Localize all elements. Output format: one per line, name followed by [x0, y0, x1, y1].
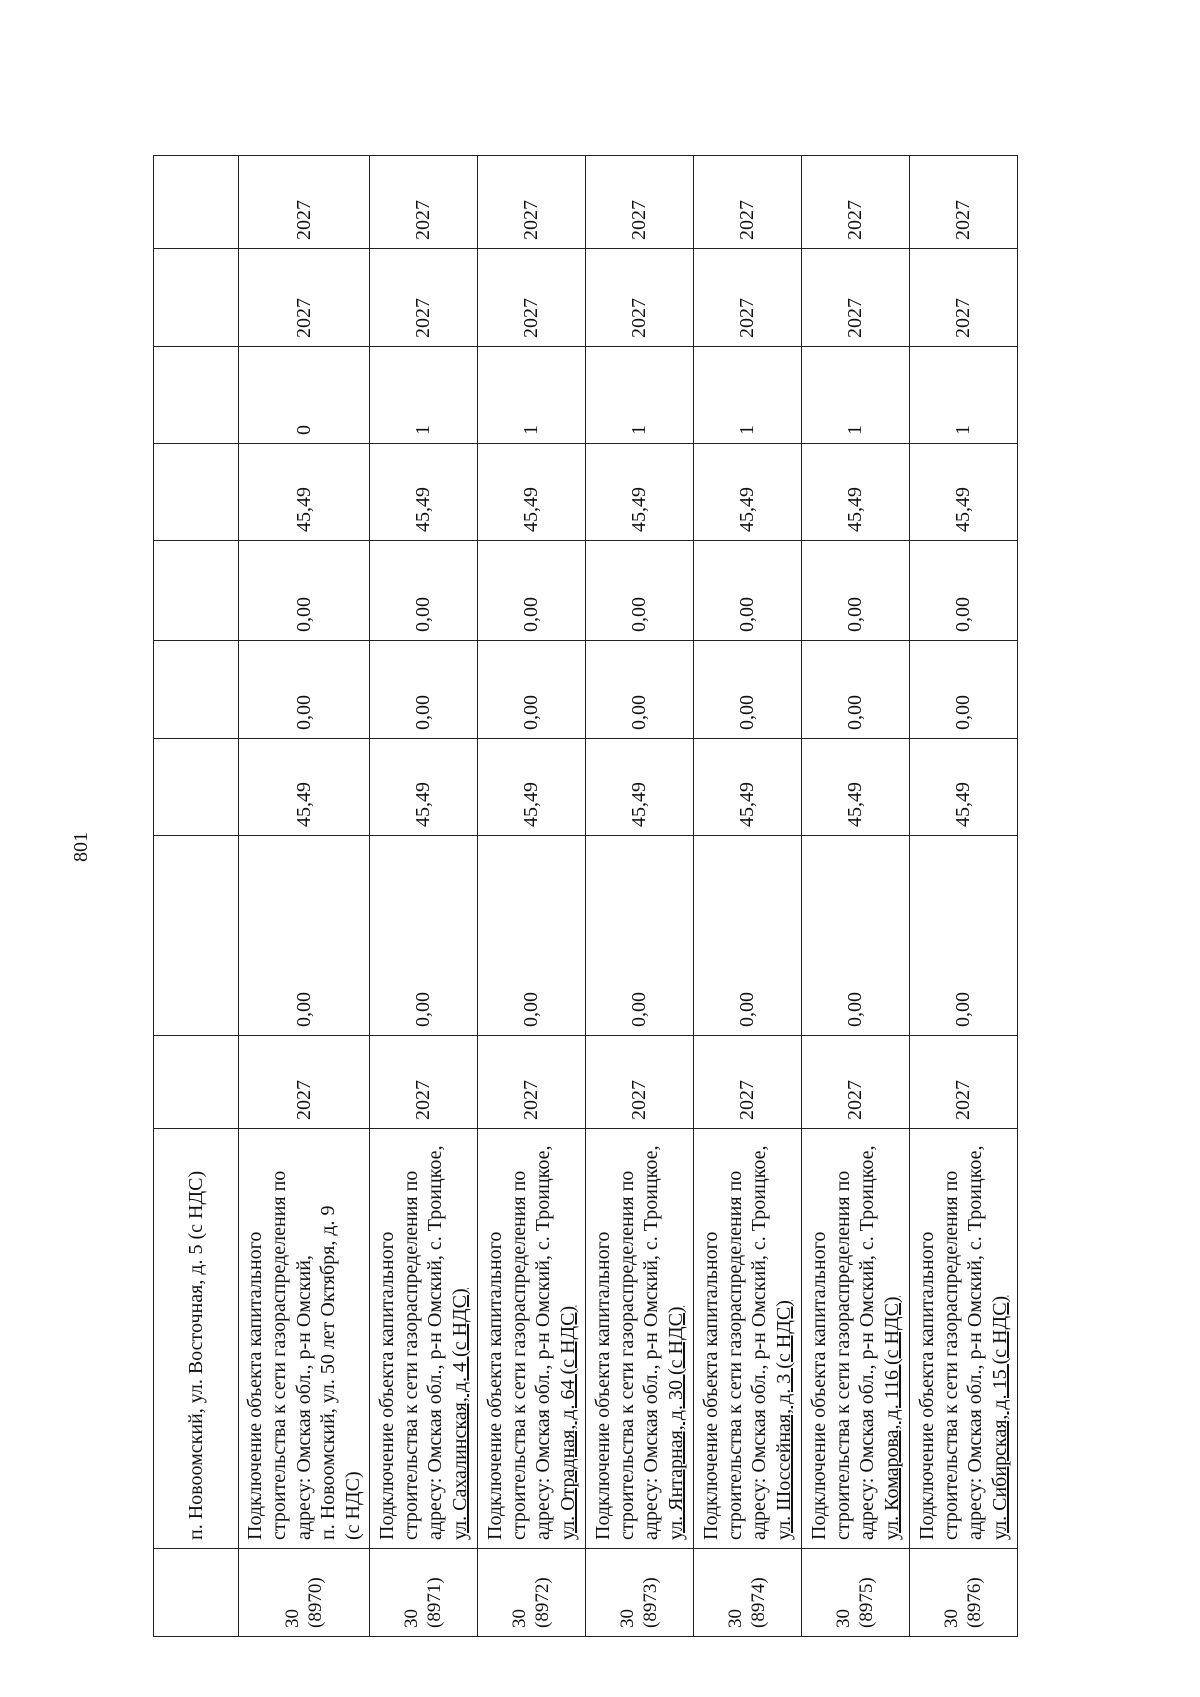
- cell-value: 45,49: [909, 739, 1017, 836]
- cell-year-start: 2027: [693, 1036, 801, 1129]
- cell-value: 0,00: [801, 541, 909, 641]
- row-number-line: 30: [281, 1609, 303, 1628]
- cell-value: 0,00: [693, 641, 801, 739]
- table-body: [154, 156, 1018, 1637]
- cell-description: [693, 1129, 801, 1549]
- description-line: строительства к сети газораспределения по: [400, 1170, 423, 1540]
- cell-description: [585, 1129, 693, 1549]
- description-line: Подключение объекта капитального: [591, 1231, 614, 1540]
- cell-value: 45,49: [369, 739, 477, 836]
- cell-value: 45,49: [801, 739, 909, 836]
- description-line: строительства к сети газораспределения по: [268, 1170, 291, 1540]
- cell-year: 2027: [369, 249, 477, 347]
- cell-description: [801, 1129, 909, 1549]
- row-number-line: 30: [617, 1609, 639, 1628]
- cell-value: 45,49: [477, 444, 585, 541]
- cell-value: 0,00: [369, 641, 477, 739]
- cell-empty: [154, 347, 239, 444]
- cell-year-start: 2027: [909, 1036, 1017, 1129]
- cell-num: [239, 1549, 370, 1637]
- cell-value: 45,49: [585, 739, 693, 836]
- cell-value: 0,00: [693, 541, 801, 641]
- cell-value: 0,00: [909, 641, 1017, 739]
- cell-value: 45,49: [477, 739, 585, 836]
- cell-year: 2027: [693, 156, 801, 249]
- cell-value: 0,00: [369, 836, 477, 1036]
- table-row: [585, 156, 693, 1637]
- description-line: Подключение объекта капитального: [699, 1231, 722, 1540]
- cell-value: 0,00: [369, 541, 477, 641]
- table-row: [909, 156, 1017, 1637]
- cell-year: 2027: [801, 156, 909, 249]
- cell-value: 0,00: [693, 836, 801, 1036]
- cell-description: [369, 1129, 477, 1549]
- description-line: адресу: Омская обл., р-н Омский,: [292, 1255, 315, 1540]
- cell-year-start: 2027: [585, 1036, 693, 1129]
- row-number-line: (8973): [640, 1577, 662, 1628]
- cell-year: 2027: [239, 156, 370, 249]
- cell-num: [693, 1549, 801, 1637]
- investment-table: [153, 155, 1018, 1637]
- cell-value: 0,00: [239, 641, 370, 739]
- cell-year: 2027: [369, 156, 477, 249]
- cell-value: 0,00: [239, 836, 370, 1036]
- cell-value: 0,00: [477, 836, 585, 1036]
- cell-year: 2027: [585, 156, 693, 249]
- description-line: адресу: Омская обл., р-н Омский, с. Троицкое,: [424, 1145, 447, 1540]
- cell-value: 0,00: [239, 541, 370, 641]
- cell-year-start: 2027: [369, 1036, 477, 1129]
- row-number-line: 30: [401, 1609, 423, 1628]
- description-line: строительства к сети газораспределения по: [940, 1170, 963, 1540]
- description-line: адресу: Омская обл., р-н Омский, с. Троицкое,: [856, 1145, 879, 1540]
- description-line: строительства к сети газораспределения по: [724, 1170, 747, 1540]
- cell-value: 0,00: [801, 641, 909, 739]
- description-line: ул. Шоссейная, д. 3 (с НДС): [772, 1300, 795, 1540]
- cell-value: 0,00: [585, 641, 693, 739]
- row-number-line: (8971): [424, 1577, 446, 1628]
- cell-description: [909, 1129, 1017, 1549]
- page-number: 801: [70, 832, 92, 862]
- description-line: адресу: Омская обл., р-н Омский, с. Троицкое,: [748, 1145, 771, 1540]
- cell-num: [585, 1549, 693, 1637]
- description-line: ул. Сибирская, д. 15 (с НДС): [988, 1295, 1011, 1540]
- cell-value: 45,49: [693, 739, 801, 836]
- description-line: Подключение объекта капитального: [807, 1231, 830, 1540]
- cell-value: 45,49: [693, 444, 801, 541]
- cell-count: 1: [909, 347, 1017, 444]
- cell-empty: [154, 641, 239, 739]
- row-number-line: (8976): [964, 1577, 986, 1628]
- cell-year-start: 2027: [477, 1036, 585, 1129]
- cell-value: 45,49: [585, 444, 693, 541]
- cell-value: 0,00: [909, 836, 1017, 1036]
- row-number-line: 30: [941, 1609, 963, 1628]
- row-number-line: (8972): [532, 1577, 554, 1628]
- description-line: ул. Янтарная, д. 30 (с НДС): [664, 1306, 687, 1540]
- cell-value: 45,49: [239, 444, 370, 541]
- description-line: Подключение объекта капитального: [375, 1231, 398, 1540]
- cell-value: 45,49: [369, 444, 477, 541]
- cell-value: 45,49: [909, 444, 1017, 541]
- cell-value: 0,00: [477, 641, 585, 739]
- row-number-line: (8970): [304, 1577, 326, 1628]
- row-number-line: 30: [509, 1609, 531, 1628]
- cell-year: 2027: [477, 156, 585, 249]
- cell-value: 0,00: [909, 541, 1017, 641]
- description-line: Подключение объекта капитального: [915, 1231, 938, 1540]
- description-line: п. Новоомский, ул. 50 лет Октября, д. 9: [317, 1205, 340, 1540]
- description-line: адресу: Омская обл., р-н Омский, с. Троицкое,: [640, 1145, 663, 1540]
- cell-num: [909, 1549, 1017, 1637]
- cell-value: 0,00: [585, 541, 693, 641]
- cell-year-start: 2027: [239, 1036, 370, 1129]
- cell-empty: [154, 836, 239, 1036]
- cell-empty: [154, 739, 239, 836]
- cell-year: 2027: [239, 249, 370, 347]
- cell-value: 0,00: [585, 836, 693, 1036]
- cell-year: 2027: [909, 249, 1017, 347]
- cell-empty: [154, 541, 239, 641]
- cell-num: [801, 1549, 909, 1637]
- cell-year-start: 2027: [801, 1036, 909, 1129]
- cell-empty: [154, 249, 239, 347]
- cell-empty: [154, 1036, 239, 1129]
- cell-num: [154, 1549, 239, 1637]
- table-row: [239, 156, 370, 1637]
- cell-description: п. Новоомский, ул. Восточная, д. 5 (с НДС): [154, 1129, 239, 1549]
- row-number-line: (8975): [856, 1577, 878, 1628]
- cell-year: 2027: [909, 156, 1017, 249]
- table-row: [801, 156, 909, 1637]
- cell-num: [369, 1549, 477, 1637]
- description-line: Подключение объекта капитального: [483, 1231, 506, 1540]
- description-line: ул. Сахалинская, д. 4 (с НДС): [448, 1288, 471, 1540]
- description-line: Подключение объекта капитального: [244, 1231, 266, 1540]
- cell-value: 0,00: [801, 836, 909, 1036]
- description-line: строительства к сети газораспределения по: [616, 1170, 639, 1540]
- cell-year: 2027: [693, 249, 801, 347]
- cell-year: 2027: [585, 249, 693, 347]
- cell-count: 1: [369, 347, 477, 444]
- table-row: [477, 156, 585, 1637]
- cell-count: 1: [477, 347, 585, 444]
- description-line: адресу: Омская обл., р-н Омский, с. Троицкое,: [532, 1145, 555, 1540]
- cell-count: 1: [693, 347, 801, 444]
- description-line: ул. Отрадная, д. 64 (с НДС): [556, 1305, 579, 1540]
- cell-value: 0,00: [477, 541, 585, 641]
- cell-value: 45,49: [239, 739, 370, 836]
- table-row: [693, 156, 801, 1637]
- cell-empty: [154, 156, 239, 249]
- cell-value: 45,49: [801, 444, 909, 541]
- description-line: строительства к сети газораспределения по: [832, 1170, 855, 1540]
- row-number-line: 30: [833, 1609, 855, 1628]
- cell-description: [239, 1129, 370, 1549]
- description-line: ул. Комарова, д. 116 (с НДС): [880, 1296, 903, 1540]
- description-line: строительства к сети газораспределения по: [508, 1170, 531, 1540]
- cell-count: 0: [239, 347, 370, 444]
- cell-year: 2027: [477, 249, 585, 347]
- cell-num: [477, 1549, 585, 1637]
- cell-count: 1: [585, 347, 693, 444]
- cell-year: 2027: [801, 249, 909, 347]
- table-row: [369, 156, 477, 1637]
- description-line: адресу: Омская обл., р-н Омский, с. Троицкое,: [964, 1145, 987, 1540]
- cell-description: [477, 1129, 585, 1549]
- cell-empty: [154, 444, 239, 541]
- cell-count: 1: [801, 347, 909, 444]
- row-number-line: (8974): [748, 1577, 770, 1628]
- table-row-continuation: [154, 156, 239, 1637]
- row-number-line: 30: [725, 1609, 747, 1628]
- description-line: (с НДС): [341, 1471, 364, 1540]
